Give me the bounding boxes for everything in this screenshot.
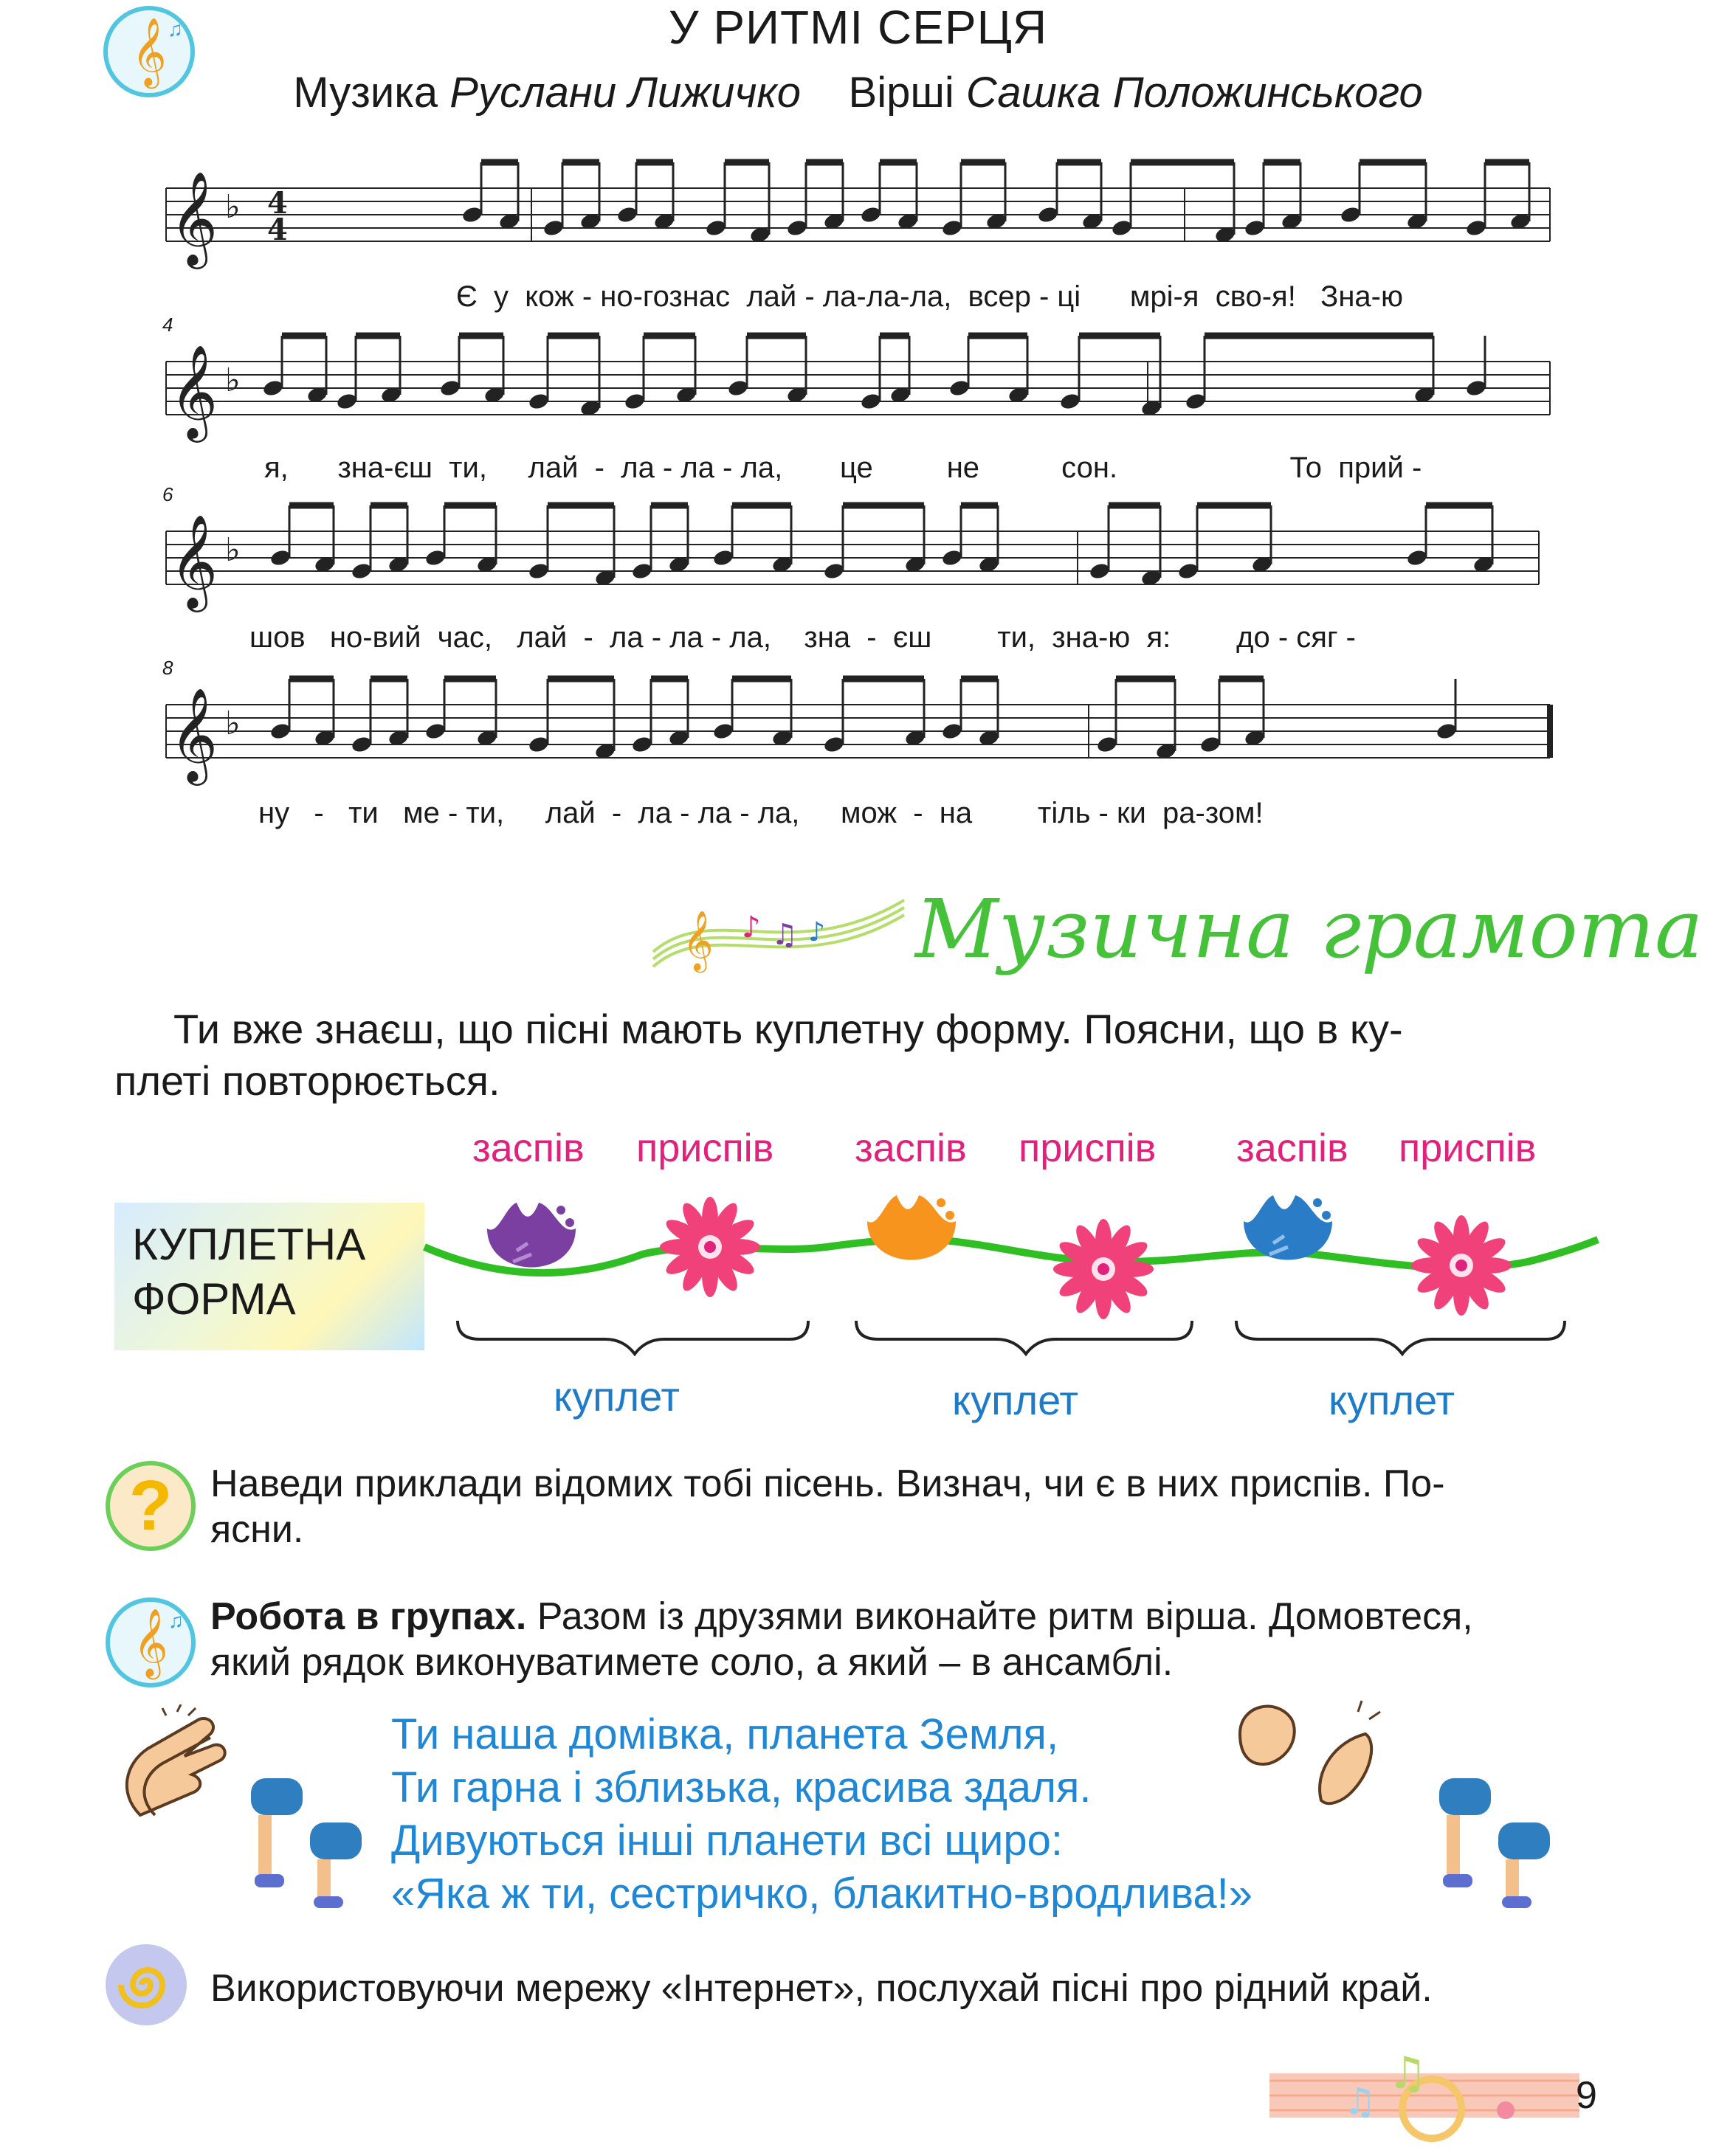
task-text: Використовуючи мережу «Інтернет», послухай пісні про рідний край. (210, 1967, 1433, 2010)
verse-label: заспів (1236, 1126, 1348, 1170)
sheet-music (0, 148, 1716, 841)
couplet-diagram (421, 1173, 1602, 1395)
verse-label: заспів (472, 1126, 585, 1170)
couplet-brace (856, 1321, 1192, 1354)
task-line: який рядок виконуватимете соло, а який – в ансамблі. (210, 1641, 1174, 1684)
svg-text:♫: ♫ (771, 918, 798, 952)
poem-line: Ти гарна і зблизька, красива здаля. (391, 1763, 1092, 1811)
couplet-brace (1236, 1321, 1565, 1354)
page-number: 9 (1576, 2074, 1597, 2117)
time-signature: 4 (267, 186, 288, 221)
composer-name: Руслани Лижичко (449, 69, 802, 117)
song-authors (0, 68, 1716, 117)
task-text (210, 1594, 1473, 1685)
clapping-hands-icon (111, 1704, 244, 1822)
couplet-label: куплет (952, 1377, 1079, 1423)
svg-text:♪: ♪ (808, 917, 825, 947)
lyrics-label: Вірші (848, 69, 954, 117)
chorus-label: приспів (636, 1126, 774, 1170)
knee-tapping-icon (1424, 1763, 1572, 1911)
treble-clef-icon: 𝄞 ♫ (106, 1597, 196, 1687)
chorus-label: приспів (1019, 1126, 1157, 1170)
task-bold: Робота в групах. (210, 1595, 527, 1638)
spiral-icon (106, 1944, 187, 2025)
task-line (210, 1594, 1473, 1640)
poem-line: Ти наша домівка, планета Земля, (391, 1710, 1059, 1758)
poem-line: Дивуються інші планети всі щиро: (391, 1817, 1064, 1865)
couplet-label: куплет (1329, 1377, 1455, 1423)
poet-name: Сашка Положинського (965, 69, 1423, 117)
time-signature: 4 (267, 213, 288, 247)
tulip-icon (867, 1195, 956, 1260)
key-signature-flat: ♭ (225, 188, 241, 226)
svg-text:♫: ♫ (1388, 2048, 1427, 2099)
song-title: У РИТМІ СЕРЦЯ (668, 1, 1048, 54)
poem (391, 1708, 1252, 1921)
intro-line: Ти вже знаєш, що пісні мають куплетну форму. Поясни, що в ку- (173, 1006, 1403, 1052)
daisy-icon (1053, 1219, 1154, 1319)
treble-clef: 𝄞 (170, 514, 218, 608)
knee-tapping-icon (236, 1763, 384, 1911)
music-label: Музика (293, 69, 438, 117)
lyrics-line: Є у кож - но-гознас лай - ла-ла-ла, всер - ці мрі-я сво-я! Зна-ю (456, 280, 1403, 313)
measure-number: 8 (162, 657, 173, 679)
form-box (114, 1203, 424, 1350)
treble-clef-icon: 𝄞 ♫ (103, 6, 195, 97)
lyrics-line: ну - ти ме - ти, лай - ла - ла - ла, мож - на тіль - ки ра-зом! (258, 797, 1264, 829)
form-box-label: КУПЛЕТНА (132, 1220, 366, 1269)
lyrics-line: шов но-вий час, лай - ла - ла - ла, зна - єш ти, зна-ю я: до - сяг - (249, 621, 1356, 654)
task-text (210, 1461, 1445, 1552)
footer-notes-decoration (1269, 2044, 1579, 2147)
form-box-label: ФОРМА (132, 1274, 296, 1324)
task-line: ясни. (210, 1508, 304, 1551)
question-icon: ? (106, 1461, 196, 1551)
intro-line: плеті повторюється. (114, 1057, 500, 1104)
treble-clef: 𝄞 (170, 687, 218, 781)
treble-clef: 𝄞 (170, 344, 218, 438)
key-signature-flat: ♭ (225, 362, 241, 399)
treble-clef: 𝄞 (170, 170, 218, 265)
verse-label: заспів (855, 1126, 967, 1170)
poem-line: «Яка ж ти, сестричко, блакитно-вродлива!» (391, 1870, 1253, 1918)
task-line: Наведи приклади відомих тобі пісень. Визнач, чи є в них приспів. По- (210, 1462, 1445, 1505)
measure-number: 6 (162, 483, 173, 505)
intro-paragraph (114, 1003, 1403, 1107)
svg-text:𝄞: 𝄞 (683, 910, 714, 970)
tulip-icon (487, 1203, 576, 1268)
measure-number: 4 (162, 314, 173, 336)
music-staff-swoosh-icon (646, 871, 912, 981)
task-rest: Разом із друзями виконайте ритм вірша. Домовтеся, (526, 1595, 1473, 1638)
lyrics-line: я, зна-єш ти, лай - ла - ла - ла, це не сон. То прий - (264, 452, 1422, 484)
daisy-icon (660, 1197, 760, 1297)
chorus-label: приспів (1399, 1126, 1537, 1170)
key-signature-flat: ♭ (225, 705, 241, 742)
couplet-brace (458, 1321, 808, 1354)
section-title: Музична грамота (915, 882, 1703, 976)
key-signature-flat: ♭ (225, 531, 241, 569)
svg-text:♫: ♫ (1343, 2080, 1376, 2123)
svg-text:♪: ♪ (742, 911, 761, 944)
couplet-label: куплет (554, 1373, 680, 1420)
daisy-icon (1411, 1215, 1512, 1316)
